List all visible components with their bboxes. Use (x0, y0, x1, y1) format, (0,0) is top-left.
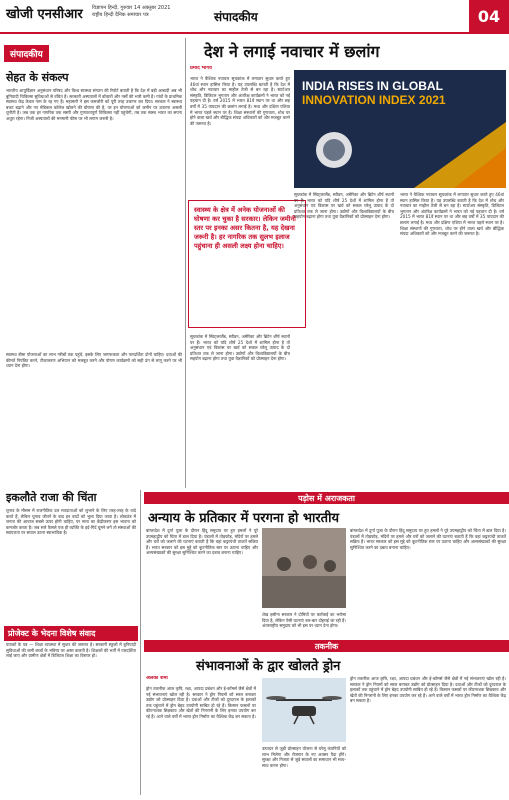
neighbor-banner: पड़ोस में अराजकता (144, 492, 509, 504)
neighbor-headline: अन्याय के प्रतिकार में परगना हो भारतीय (148, 511, 339, 526)
editorial-label-wrap (4, 42, 49, 62)
drone-photo (262, 678, 346, 742)
tech-body-2: उत्पादन से जुड़ी प्रोत्साहन योजना से घरेलू कंपनियों को लाभ मिलेगा और रोजगार के नए अवसर पैदा होंगे। सुरक्षा और निजता से जुड़े सवालों का समाधान भी साथ-साथ करना होगा। (262, 746, 346, 768)
page-number: 04 (469, 0, 509, 32)
column-divider (140, 490, 141, 795)
lead-body: भारत ने वैश्विक नवाचार सूचकांक में लगातार सुधार करते हुए 46वां स्थान हासिल किया है। यह उपलब्धि बताती है कि देश में शोध और नवाचार का माहौल तेजी से बन रहा है। स्टार्टअप संस्कृति, डिजिटल भुगतान और अंतरिक्ष कार्यक्रमों ने भारत को नई पहचान दी है। वर्ष 2015 में भारत 81वें स्थान पर था और छह वर्षों में 35 पायदान की छलांग लगाई है। मध्य और दक्षिण एशिया में भारत पहले स्थान पर है। शिक्षा संस्थानों की गुणवत्ता, शोध पर होने वाला खर्च और बौद्धिक संपदा अधिकारों को और मजबूत करने की जरूरत है। (190, 76, 290, 126)
section-title: संपादकीय (214, 10, 258, 24)
editorial-body: भारतीय आयुर्विज्ञान अनुसंधान परिषद और विश्व स्वास्थ्य संगठन की रिपोर्ट बताती है कि देश में बड़ी आबादी अब भी बुनियादी चिकित्सा सुविधाओं से वंचित है। सरकारी अस्पतालों में डॉक्टरों और नर्सों की भारी कमी है। गांवों के प्राथमिक स्वास्थ्य केंद्र केवल नाम के रह गए हैं। महामारी ने इस कमजोरी को पूरी तरह उजागर कर दिया। सरकार ने स्वास्थ्य बजट बढ़ाने और नए मेडिकल कॉलेज खोलने की घोषणा की है, पर इन घोषणाओं को जमीन पर उतारना असली चुनौती है। जब तक हर नागरिक तक सस्ती और गुणवत्तापूर्ण चिकित्सा नहीं पहुंचेगी, तब तक स्वस्थ भारत का सपना अधूरा रहेगा। निजी अस्पतालों की मनमानी फीस पर भी लगाम जरूरी है। (6, 88, 182, 121)
lead-byline: प्रमोद भार्गव (190, 66, 212, 71)
tech-headline: संभावनाओं के द्वार खोलते ड्रोन (196, 659, 341, 674)
lead-body-2: सूचकांक में स्विट्जरलैंड, स्वीडन, अमेरिका और ब्रिटेन शीर्ष स्थानों पर हैं। भारत को यदि शीर्ष 25 देशों में शामिल होना है तो अनुसंधान एवं विकास पर खर्च को सकल घरेलू उत्पाद के दो प्रतिशत तक ले जाना होगा। उद्योगों और विश्वविद्यालयों के बीच सहयोग बढ़ाना होगा तथा युवा वैज्ञानिकों को प्रोत्साहन देना होगा। (294, 192, 394, 220)
second-headline: इकलौते राजा की चिंता (6, 491, 97, 504)
neighbor-body-3: बांग्लादेश में दुर्गा पूजा के दौरान हिंदू समुदाय पर हुए हमलों ने पूरे उपमहाद्वीप को चिंता में डाल दिया है। पंडालों में तोड़फोड़, मंदिरों पर हमले और घरों को जलाने की घटनाएं बताती हैं कि वहां कट्टरपंथी ताकतें सक्रिय हैं। भारत सरकार को इस मुद्दे को कूटनीतिक स्तर पर उठाना चाहिए और अल्पसंख्यकों की सुरक्षा सुनिश्चित करने का दबाव बनाना चाहिए। (350, 528, 506, 550)
letters-label: प्रोजेक्ट के भेदना विशेष संवाद (4, 626, 138, 641)
newspaper-brand: खोजी एनसीआर (6, 7, 83, 22)
pull-quote: स्वास्थ्य के क्षेत्र में अनेक योजनाओं की घोषणा कर चुका है सरकार। लेकिन जमीनी स्तर पर इनका असर कितना है, यह देखना जरूरी है। हर नागरिक तक सुलभ इलाज पहुंचाना ही असली लक्ष्य होना चाहिए। (188, 200, 306, 328)
editorial-label: संपादकीय (4, 45, 49, 62)
chart-title-line-1: INDIA RISES IN GLOBAL (302, 79, 443, 93)
protest-photo (262, 528, 346, 608)
lead-headline: देश ने लगाई नवाचार में छलांग (204, 42, 380, 61)
tech-banner: तकनीक (144, 640, 509, 652)
photo-placeholder (262, 528, 346, 608)
column-divider (185, 38, 186, 488)
masthead (0, 0, 509, 34)
neighbor-body: बांग्लादेश में दुर्गा पूजा के दौरान हिंदू समुदाय पर हुए हमलों ने पूरे उपमहाद्वीप को चिंता में डाल दिया है। पंडालों में तोड़फोड़, मंदिरों पर हमले और घरों को जलाने की घटनाएं बताती हैं कि वहां कट्टरपंथी ताकतें सक्रिय हैं। भारत सरकार को इस मुद्दे को कूटनीतिक स्तर पर उठाना चाहिए और अल्पसंख्यकों की सुरक्षा सुनिश्चित करने का दबाव बनाना चाहिए। (146, 528, 258, 556)
letters-body: पाठकों के पत्र — शिक्षा व्यवस्था में सुधार की जरूरत है। सरकारी स्कूलों में बुनियादी सुविधाओं की कमी बच्चों के भविष्य पर असर डालती है। शिक्षकों की भर्ती में पारदर्शिता लाई जाए और ग्रामीण क्षेत्रों में डिजिटल शिक्षा का विस्तार हो। (6, 642, 136, 659)
chart-svg (294, 70, 506, 188)
tech-body-3: ड्रोन तकनीक आज कृषि, रक्षा, आपदा प्रबंधन और ई-कॉमर्स जैसे क्षेत्रों में नई संभावनाएं खोल रही है। सरकार ने ड्रोन नियमों को सरल बनाकर उद्योग को प्रोत्साहन दिया है। दवाओं और टीकों को दूरदराज के इलाकों तक पहुंचाने में ड्रोन बेहद उपयोगी साबित हो रहे हैं। किसान फसलों पर कीटनाशक छिड़काव और खेतों की निगरानी के लिए इनका उपयोग कर रहे हैं। आने वाले वर्षों में भारत ड्रोन निर्माण का वैश्विक केंद्र बन सकता है। (350, 676, 506, 704)
editorial-body-2: स्वास्थ्य बीमा योजनाओं का लाभ गरीबों तक पहुंचे, इसके लिए जागरूकता और पारदर्शिता दोनों चाहिए। दवाओं की कीमतें नियंत्रित करने, टीकाकरण अभियान को मजबूत करने और पोषण कार्यक्रमों को सही ढंग से लागू करने पर भी ध्यान देना होगा। (6, 352, 182, 369)
dateline-line-2: राष्ट्रीय हिन्दी दैनिक समाचार पत्र (92, 12, 149, 18)
chart-title-line-2: INNOVATION INDEX 2021 (302, 93, 446, 107)
dateline (92, 5, 170, 19)
editorial-headline: सेहत के संकल्प (6, 71, 69, 84)
tech-body: ड्रोन तकनीक आज कृषि, रक्षा, आपदा प्रबंधन और ई-कॉमर्स जैसे क्षेत्रों में नई संभावनाएं खोल रही है। सरकार ने ड्रोन नियमों को सरल बनाकर उद्योग को प्रोत्साहन दिया है। दवाओं और टीकों को दूरदराज के इलाकों तक पहुंचाने में ड्रोन बेहद उपयोगी साबित हो रहे हैं। किसान फसलों पर कीटनाशक छिड़काव और खेतों की निगरानी के लिए इनका उपयोग कर रहे हैं। आने वाले वर्षों में भारत ड्रोन निर्माण का वैश्विक केंद्र बन सकता है। (146, 686, 256, 719)
dateline-line-1: विज्ञापन हिन्दी, गुरुवार 14 अक्तूबर 2021 (92, 5, 171, 11)
lead-body-4: सूचकांक में स्विट्जरलैंड, स्वीडन, अमेरिका और ब्रिटेन शीर्ष स्थानों पर हैं। भारत को यदि शीर्ष 25 देशों में शामिल होना है तो अनुसंधान एवं विकास पर खर्च को सकल घरेलू उत्पाद के दो प्रतिशत तक ले जाना होगा। उद्योगों और विश्वविद्यालयों के बीच सहयोग बढ़ाना होगा तथा युवा वैज्ञानिकों को प्रोत्साहन देना होगा। (190, 334, 290, 362)
innovation-index-chart (294, 70, 506, 188)
globe-inner (323, 139, 345, 161)
second-body: चुनाव के मौसम में राजनीतिक दल मतदाताओं को लुभाने के लिए तरह-तरह के वादे करते हैं, लेकिन चुनाव जीतने के बाद इन वादों को भुला दिया जाता है। लोकतंत्र में जनता की आवाज सबसे ऊपर होनी चाहिए, पर सत्ता का केंद्रीकरण इस भावना को कमजोर करता है। जब सारे फैसले एक ही व्यक्ति के इर्द-गिर्द घूमने लगें तो संस्थाओं की स्वायत्तता पर सवाल उठना स्वाभाविक है। (6, 508, 136, 536)
tech-byline: अलका शर्मा (146, 676, 168, 681)
drone-illustration (262, 678, 346, 742)
neighbor-body-2: शेख हसीना सरकार ने दोषियों पर कार्रवाई का भरोसा दिया है, लेकिन ऐसी घटनाएं बार-बार दोहराई जा रही हैं। अंतरराष्ट्रीय समुदाय को भी इस पर ध्यान देना होगा। (262, 612, 346, 629)
lead-body-3: भारत ने वैश्विक नवाचार सूचकांक में लगातार सुधार करते हुए 46वां स्थान हासिल किया है। यह उपलब्धि बताती है कि देश में शोध और नवाचार का माहौल तेजी से बन रहा है। स्टार्टअप संस्कृति, डिजिटल भुगतान और अंतरिक्ष कार्यक्रमों ने भारत को नई पहचान दी है। वर्ष 2015 में भारत 81वें स्थान पर था और छह वर्षों में 35 पायदान की छलांग लगाई है। मध्य और दक्षिण एशिया में भारत पहले स्थान पर है। शिक्षा संस्थानों की गुणवत्ता, शोध पर होने वाला खर्च और बौद्धिक संपदा अधिकारों को और मजबूत करने की जरूरत है। (400, 192, 504, 237)
